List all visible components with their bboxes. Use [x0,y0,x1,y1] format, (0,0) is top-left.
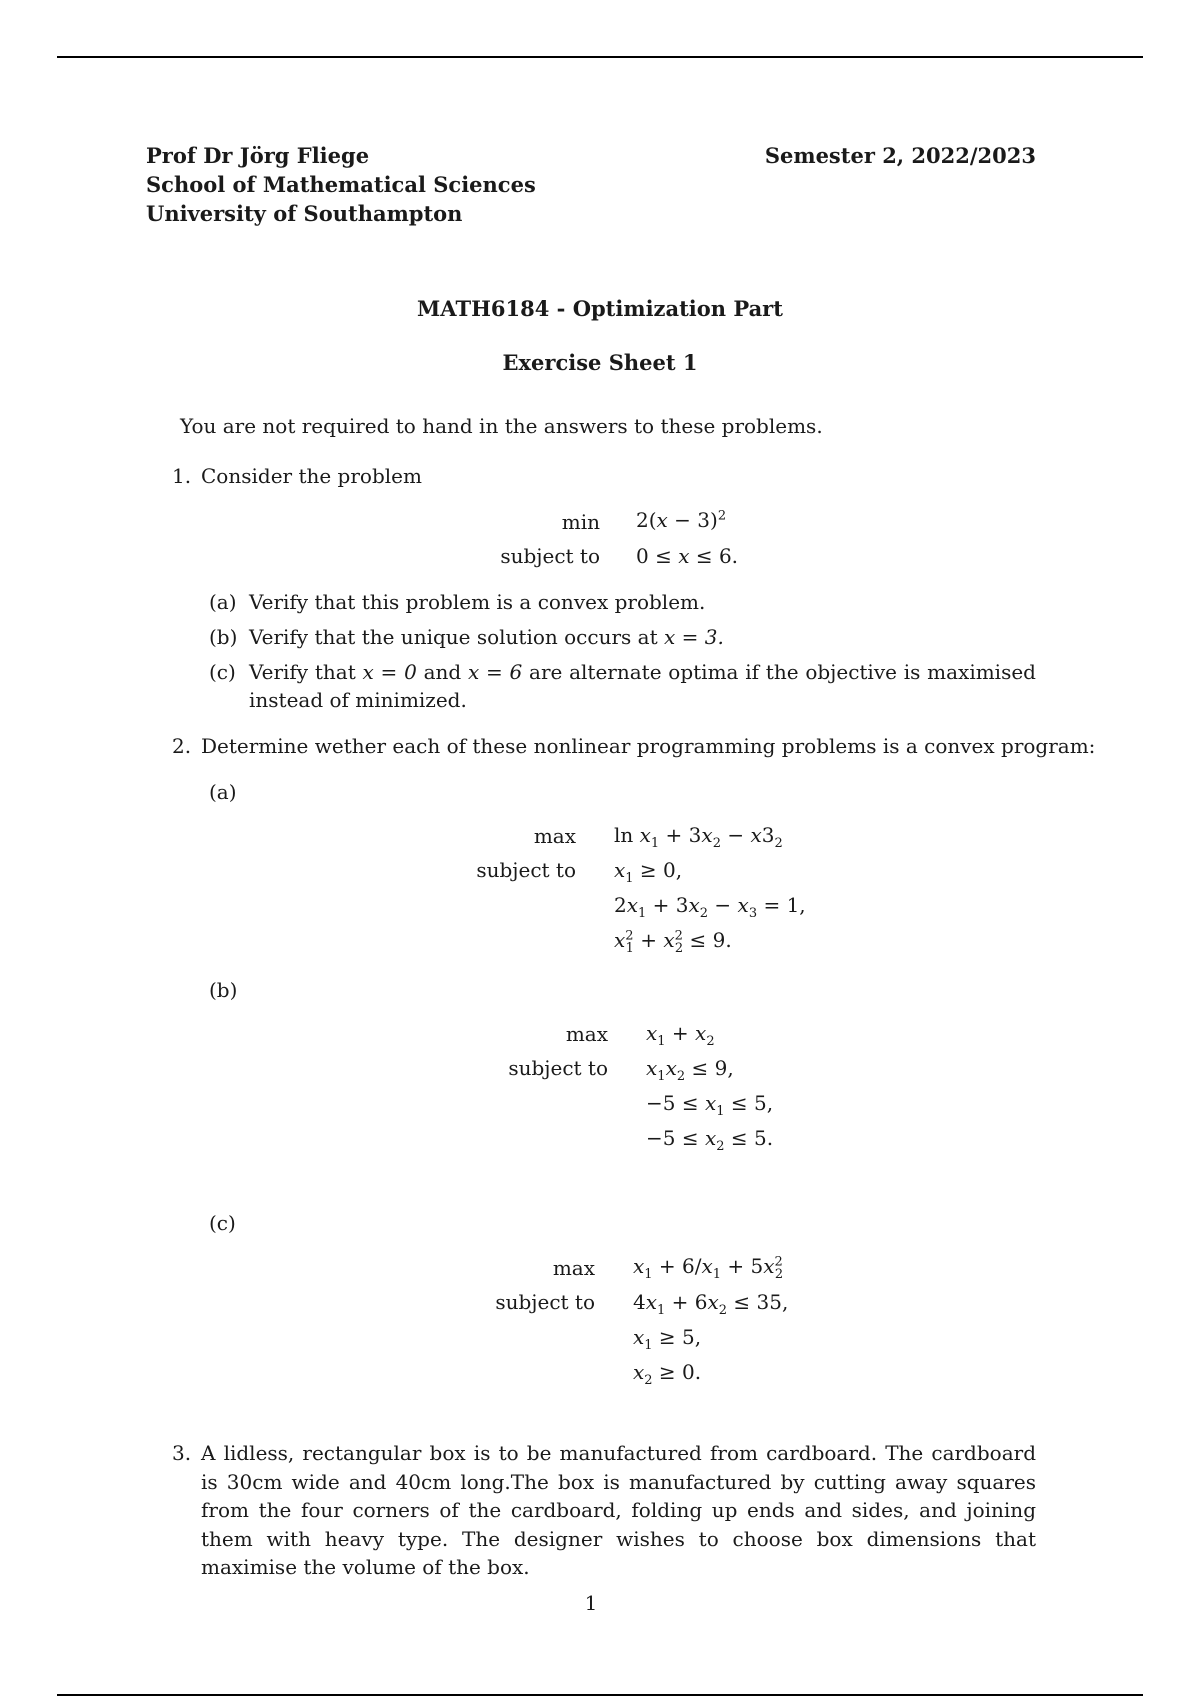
q2c-constraint-1: $4x_1 + 6x_2 \le 35$, [633,1290,789,1318]
q1-number: 1. [172,464,192,488]
university: University of Southampton [146,201,463,226]
q2c-constraint-3: $x_2 \ge 0$. [633,1360,702,1388]
q2b-constraint-1: $x_1x_2 \le 9$, [646,1056,734,1084]
q1-objective: $2(x - 3)^2$ [636,508,727,532]
q2a-objective: $\ln x_1 + 3x_2 - x3_2$ [614,823,783,851]
q2b-objective: $x_1 + x_2$ [646,1021,715,1049]
q1b-math: x = 3. [663,625,724,649]
q2a-constraint-2: $2x_1 + 3x_2 - x_3 = 1$, [614,893,806,921]
q2a-label: (a) [209,780,237,804]
q1a-label: (a) [209,590,237,614]
q1c-math-2: x = 6 [467,660,523,684]
q2c-subject-to: subject to [495,1290,595,1314]
q1c-label: (c) [209,660,236,684]
q2c-objective: $x_1 + 6/x_1 + 5x^2_2$ [633,1254,784,1282]
q3-text: A lidless, rectangular box is to be manufactured from cardboard. The cardboard is 30cm wide and 40cm long.The box is manufactured by cutting away squares from the four corners of the cardboard, folding up ends and sides, and joining them with heavy type. The designer wishes to choose box dimensions that maximise the volume of the box. [201,1441,1036,1579]
q1-constraint: 0 ≤ x ≤ 6. [636,544,739,568]
q1b-text [249,623,724,651]
q1a-text: Verify that this problem is a convex problem. [249,590,706,614]
q2-number: 2. [172,734,192,758]
q1-subject-to: subject to [500,544,600,568]
author: Prof Dr Jörg Fliege [146,143,370,168]
q1c-text-line1 [249,658,1036,686]
q2b-constraint-2: $-5 \le x_1 \le 5$, [646,1091,774,1119]
bottom-rule [57,1694,1143,1696]
q2-text: Determine wether each of these nonlinear programming problems is a convex program: [201,734,1096,758]
q2a-constraint-3: $x^2_1 + x^2_2 \le 9$. [614,928,732,956]
top-rule [57,56,1143,58]
q1-text: Consider the problem [201,464,422,488]
sheet-title: Exercise Sheet 1 [502,350,698,375]
q2b-constraint-3: $-5 \le x_2 \le 5$. [646,1126,774,1154]
q2b-label: (b) [209,978,238,1002]
q1c-math-1: x = 0 [362,660,417,684]
q2a-subject-to: subject to [476,858,576,882]
q1c-text-1: Verify that [249,660,363,684]
q1c-text-2: and [416,660,468,684]
q2c-label: (c) [209,1211,236,1235]
intro-text: You are not required to hand in the answers to these problems. [180,414,823,438]
q2c-constraint-2: $x_1 \ge 5$, [633,1325,702,1353]
q2a-constraint-1: $x_1 \ge 0$, [614,858,683,886]
q1-min-keyword: min [561,510,600,534]
q1b-text-pre: Verify that the unique solution occurs at [249,625,664,649]
q2c-max-keyword: max [552,1256,595,1280]
q1b-label: (b) [209,625,238,649]
q2b-subject-to: subject to [508,1056,608,1080]
q1c-text-3: are alternate optima if the objective is maximised [522,660,1036,684]
semester: Semester 2, 2022/2023 [764,143,1036,168]
course-title: MATH6184 - Optimization Part [417,296,783,321]
page-number: 1 [584,1591,598,1615]
school: School of Mathematical Sciences [146,172,536,197]
q1c-text-line2: instead of minimized. [249,688,467,712]
header-left [146,141,536,228]
q3-number: 3. [172,1441,192,1465]
q2b-max-keyword: max [565,1022,608,1046]
q2a-max-keyword: max [533,824,576,848]
